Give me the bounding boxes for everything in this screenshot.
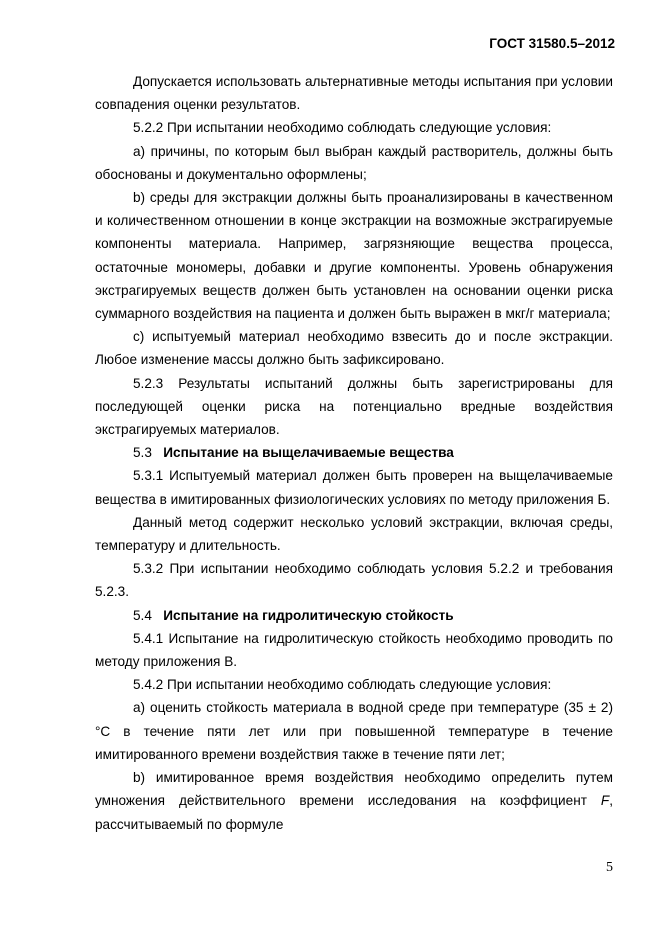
paragraph: Данный метод содержит несколько условий экстракции, включая среды, температуру и длительность. (95, 514, 613, 554)
paragraph-last (95, 766, 613, 836)
paragraph: 5.4.2 При испытании необходимо соблюдать следующие условия: (133, 677, 552, 693)
paragraph: c) испытуемый материал необходимо взвесить до и после экстракции. Любое изменение массы должно быть зафиксировано. (95, 329, 613, 368)
page-number: 5 (606, 860, 613, 875)
paragraph: a) причины, по которым был выбран каждый растворитель, должны быть обоснованы и документально оформлены; (95, 143, 613, 182)
paragraph-tail: , рассчитываемый по формуле (95, 793, 613, 832)
paragraph: Допускается использовать альтернативные методы испытания при условии совпадения оценки результатов. (95, 74, 613, 113)
paragraph: 5.4.1 Испытание на гидролитическую стойкость необходимо проводить по методу приложения В. (95, 630, 613, 670)
section-title: Испытание на гидролитическую стойкость (163, 607, 454, 623)
section-number: 5.3 (133, 445, 152, 461)
document-body (95, 70, 613, 836)
paragraph: b) среды для экстракции должны быть проанализированы в качественном и количественном отношении в конце экстракции на возможные экстрагируемые компоненты материала. Например, загрязняющие вещества процесса, остаточные мономеры, добавки и другие компоненты. Уровень обнаружения экстрагируемых веществ должен быть установлен на основании оценки риска суммарного воздействия на пациента и должен быть выражен в мкг/г материала; (95, 190, 613, 322)
paragraph: 5.3.1 Испытуемый материал должен быть проверен на выщелачиваемые вещества в имитированных физиологических условиях по методу приложения Б. (95, 468, 613, 507)
paragraph: 5.2.2 При испытании необходимо соблюдать следующие условия: (133, 120, 552, 136)
section-heading-5-4 (95, 604, 613, 627)
paragraph-text: b) имитированное время воздействия необходимо определить путем умножения действительного времени исследования на коэффициент (95, 770, 613, 809)
section-number: 5.4 (133, 607, 152, 623)
paragraph: a) оценить стойкость материала в водной среде при температуре (35 ± 2) °С в течение пяти лет или при повышенной температуре в течение имитированного времени воздействия также в течение пяти лет; (95, 700, 613, 762)
paragraph: 5.3.2 При испытании необходимо соблюдать условия 5.2.2 и требования 5.2.3. (95, 561, 613, 600)
paragraph: 5.2.3 Результаты испытаний должны быть зарегистрированы для последующей оценки риска на потенциально вредные воздействия экстрагируемых материалов. (95, 375, 613, 438)
standard-header: ГОСТ 31580.5–2012 (489, 36, 615, 51)
section-title: Испытание на выщелачиваемые вещества (163, 445, 454, 461)
section-heading-5-3 (95, 441, 613, 464)
coefficient-variable: F (600, 793, 610, 809)
